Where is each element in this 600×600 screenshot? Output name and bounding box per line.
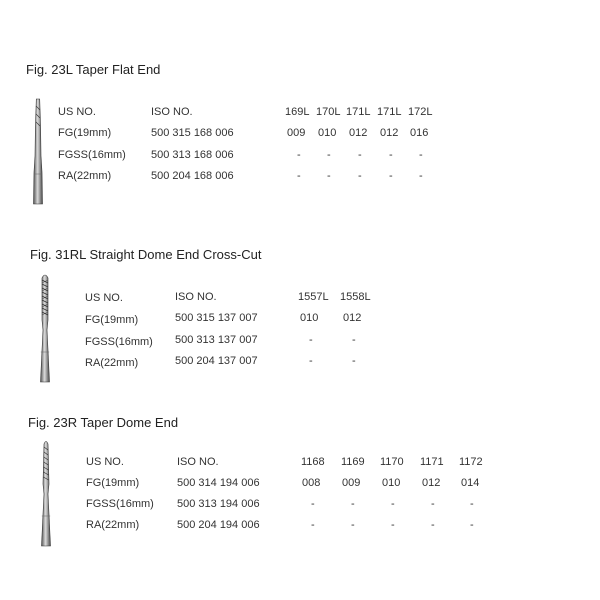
section-3-row-value: 009 [342, 477, 361, 489]
section-2-iso-header: ISO NO. [175, 291, 217, 303]
section-1-size: 171L [346, 106, 371, 118]
section-2-size: 1557L [298, 291, 329, 303]
section-1-row-value: - [358, 149, 362, 161]
section-2-size: 1558L [340, 291, 371, 303]
section-1-size: 169L [285, 106, 310, 118]
section-1-row-label: FGSS(16mm) [58, 149, 126, 161]
taper-dome-end-bur-icon [38, 438, 54, 548]
section-3-row-value: - [351, 498, 355, 510]
section-3-title: Fig. 23R Taper Dome End [28, 415, 179, 430]
section-3-row-value: - [470, 519, 474, 531]
section-1-row-iso: 500 313 168 006 [151, 149, 234, 161]
section-3-size: 1171 [420, 456, 444, 468]
section-1-row-value: 010 [318, 127, 337, 139]
section-3-row-value: - [470, 498, 474, 510]
section-1-row-value: - [297, 149, 301, 161]
section-3-row-label: RA(22mm) [86, 519, 140, 531]
section-3-row-label: FGSS(16mm) [86, 498, 154, 510]
section-3-us-header: US NO. [86, 456, 124, 468]
section-1-iso-header: ISO NO. [151, 106, 193, 118]
section-3-row-iso: 500 314 194 006 [177, 477, 260, 489]
section-1-size: 171L [377, 106, 402, 118]
section-1-row-value: 009 [287, 127, 306, 139]
section-2-row-value: - [352, 334, 356, 346]
section-3-size: 1170 [380, 456, 404, 468]
section-1-row-value: - [327, 170, 331, 182]
section-1-row-iso: 500 315 168 006 [151, 127, 234, 139]
section-1-row-label: FG(19mm) [58, 127, 112, 139]
section-2-row-value: - [309, 334, 313, 346]
section-3-row-value: 012 [422, 477, 441, 489]
section-1-row-value: 016 [410, 127, 429, 139]
section-1-row-value: - [389, 149, 393, 161]
section-1-row-iso: 500 204 168 006 [151, 170, 234, 182]
section-3-row-value: - [351, 519, 355, 531]
section-1-size: 170L [316, 106, 341, 118]
section-3-row-iso: 500 313 194 006 [177, 498, 260, 510]
section-3-row-value: - [391, 519, 395, 531]
section-2-row-label: FG(19mm) [85, 314, 139, 326]
section-3-row-label: FG(19mm) [86, 477, 140, 489]
section-3-size: 1169 [341, 456, 365, 468]
section-1-us-header: US NO. [58, 106, 96, 118]
section-2-row-iso: 500 313 137 007 [175, 334, 258, 346]
section-3-size: 1172 [459, 456, 483, 468]
section-1-row-value: - [419, 170, 423, 182]
section-3-row-value: 014 [461, 477, 480, 489]
section-1-row-value: - [297, 170, 301, 182]
section-3-row-iso: 500 204 194 006 [177, 519, 260, 531]
section-3-size: 1168 [301, 456, 325, 468]
section-2-row-label: FGSS(16mm) [85, 336, 153, 348]
section-2-row-iso: 500 315 137 007 [175, 312, 258, 324]
section-3-row-value: - [311, 498, 315, 510]
section-2-row-value: - [309, 355, 313, 367]
section-1-row-value: 012 [349, 127, 368, 139]
section-3-row-value: - [431, 498, 435, 510]
section-3-row-value: - [391, 498, 395, 510]
section-1-row-value: - [419, 149, 423, 161]
section-2-row-label: RA(22mm) [85, 357, 139, 369]
section-3-iso-header: ISO NO. [177, 456, 219, 468]
section-1-row-value: 012 [380, 127, 399, 139]
section-2-row-value: 010 [300, 312, 319, 324]
section-1-row-value: - [358, 170, 362, 182]
straight-dome-cross-cut-bur-icon [37, 272, 53, 384]
section-2-us-header: US NO. [85, 292, 123, 304]
section-1-size: 172L [408, 106, 433, 118]
section-2-row-iso: 500 204 137 007 [175, 355, 258, 367]
section-1-row-label: RA(22mm) [58, 170, 112, 182]
section-2-row-value: 012 [343, 312, 362, 324]
section-3-row-value: 010 [382, 477, 401, 489]
section-1-row-value: - [327, 149, 331, 161]
section-3-row-value: 008 [302, 477, 321, 489]
section-3-row-value: - [431, 519, 435, 531]
section-1-row-value: - [389, 170, 393, 182]
section-2-row-value: - [352, 355, 356, 367]
taper-flat-end-bur-icon [30, 96, 46, 206]
section-2-title: Fig. 31RL Straight Dome End Cross-Cut [30, 247, 262, 262]
section-3-row-value: - [311, 519, 315, 531]
section-1-title: Fig. 23L Taper Flat End [26, 62, 161, 77]
